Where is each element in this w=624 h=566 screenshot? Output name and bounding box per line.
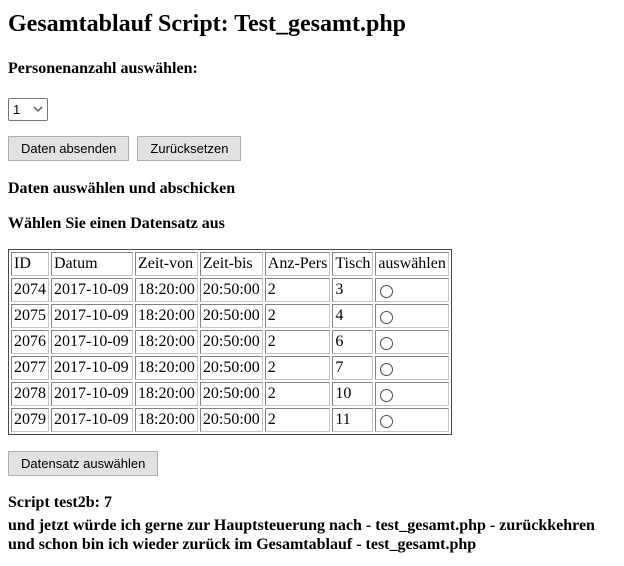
datensatz-auswaehlen-button[interactable]: Datensatz auswählen (8, 451, 158, 476)
cell-anz-pers: 2 (265, 304, 331, 328)
person-count-select-value: 1 (13, 101, 21, 117)
cell-zeit-von: 18:20:00 (135, 382, 198, 406)
script-output-line1: Script test2b: 7 (8, 493, 112, 511)
cell-id: 2076 (11, 330, 49, 354)
table-row (11, 408, 449, 432)
zuruecksetzen-button[interactable]: Zurücksetzen (137, 136, 241, 161)
cell-auswaehlen (375, 330, 449, 354)
cell-zeit-bis: 20:50:00 (200, 278, 263, 302)
cell-tisch: 6 (332, 330, 373, 354)
table-row (11, 382, 449, 406)
cell-datum: 2017-10-09 (51, 408, 133, 432)
script-output-line3: und schon bin ich wieder zurück im Gesamtablauf - test_gesamt.php (8, 535, 477, 553)
cell-auswaehlen (375, 356, 449, 380)
auswaehlen-radio[interactable] (380, 285, 393, 298)
person-count-label: Personenanzahl auswählen: (8, 59, 198, 77)
datensatz-table (8, 249, 452, 435)
cell-datum: 2017-10-09 (51, 278, 133, 302)
daten-absenden-button[interactable]: Daten absenden (8, 136, 129, 161)
table-row (11, 278, 449, 302)
cell-tisch: 3 (332, 278, 373, 302)
cell-auswaehlen (375, 408, 449, 432)
section-heading-daten-auswaehlen: Daten auswählen und abschicken (8, 179, 236, 197)
cell-anz-pers: 2 (265, 408, 331, 432)
cell-id: 2077 (11, 356, 49, 380)
cell-id: 2074 (11, 278, 49, 302)
cell-zeit-von: 18:20:00 (135, 304, 198, 328)
cell-tisch: 11 (332, 408, 373, 432)
cell-zeit-bis: 20:50:00 (200, 408, 263, 432)
cell-zeit-bis: 20:50:00 (200, 330, 263, 354)
section-heading-datensatz-waehlen: Wählen Sie einen Datensatz aus (8, 214, 225, 232)
cell-anz-pers: 2 (265, 382, 331, 406)
cell-datum: 2017-10-09 (51, 382, 133, 406)
column-header-tisch: Tisch (332, 252, 373, 276)
auswaehlen-radio[interactable] (380, 337, 393, 350)
script-output (8, 493, 616, 554)
cell-zeit-bis: 20:50:00 (200, 382, 263, 406)
cell-datum: 2017-10-09 (51, 304, 133, 328)
page-title: Gesamtablauf Script: Test_gesamt.php (8, 11, 407, 37)
cell-datum: 2017-10-09 (51, 356, 133, 380)
cell-auswaehlen (375, 382, 449, 406)
auswaehlen-radio[interactable] (380, 311, 393, 324)
column-header-anz-pers: Anz-Pers (265, 252, 331, 276)
cell-id: 2075 (11, 304, 49, 328)
chevron-down-icon (33, 106, 43, 112)
table-header-row (11, 252, 449, 276)
cell-zeit-von: 18:20:00 (135, 356, 198, 380)
column-header-zeit-bis: Zeit-bis (200, 252, 263, 276)
cell-zeit-von: 18:20:00 (135, 408, 198, 432)
auswaehlen-radio[interactable] (380, 415, 393, 428)
column-header-datum: Datum (51, 252, 133, 276)
column-header-zeit-von: Zeit-von (135, 252, 198, 276)
cell-tisch: 7 (332, 356, 373, 380)
script-output-line2: und jetzt würde ich gerne zur Hauptsteuerung nach - test_gesamt.php - zurückkehren (8, 516, 595, 534)
cell-anz-pers: 2 (265, 330, 331, 354)
person-count-select[interactable] (8, 98, 48, 121)
column-header-id: ID (11, 252, 49, 276)
cell-zeit-von: 18:20:00 (135, 278, 198, 302)
cell-datum: 2017-10-09 (51, 330, 133, 354)
table-body (11, 278, 449, 432)
cell-anz-pers: 2 (265, 356, 331, 380)
cell-zeit-von: 18:20:00 (135, 330, 198, 354)
column-header-auswaehlen: auswählen (375, 252, 449, 276)
cell-anz-pers: 2 (265, 278, 331, 302)
table-row (11, 330, 449, 354)
auswaehlen-radio[interactable] (380, 363, 393, 376)
cell-tisch: 4 (332, 304, 373, 328)
cell-zeit-bis: 20:50:00 (200, 304, 263, 328)
cell-zeit-bis: 20:50:00 (200, 356, 263, 380)
cell-tisch: 10 (332, 382, 373, 406)
cell-auswaehlen (375, 304, 449, 328)
cell-auswaehlen (375, 278, 449, 302)
auswaehlen-radio[interactable] (380, 389, 393, 402)
table-row (11, 356, 449, 380)
table-row (11, 304, 449, 328)
cell-id: 2079 (11, 408, 49, 432)
cell-id: 2078 (11, 382, 49, 406)
